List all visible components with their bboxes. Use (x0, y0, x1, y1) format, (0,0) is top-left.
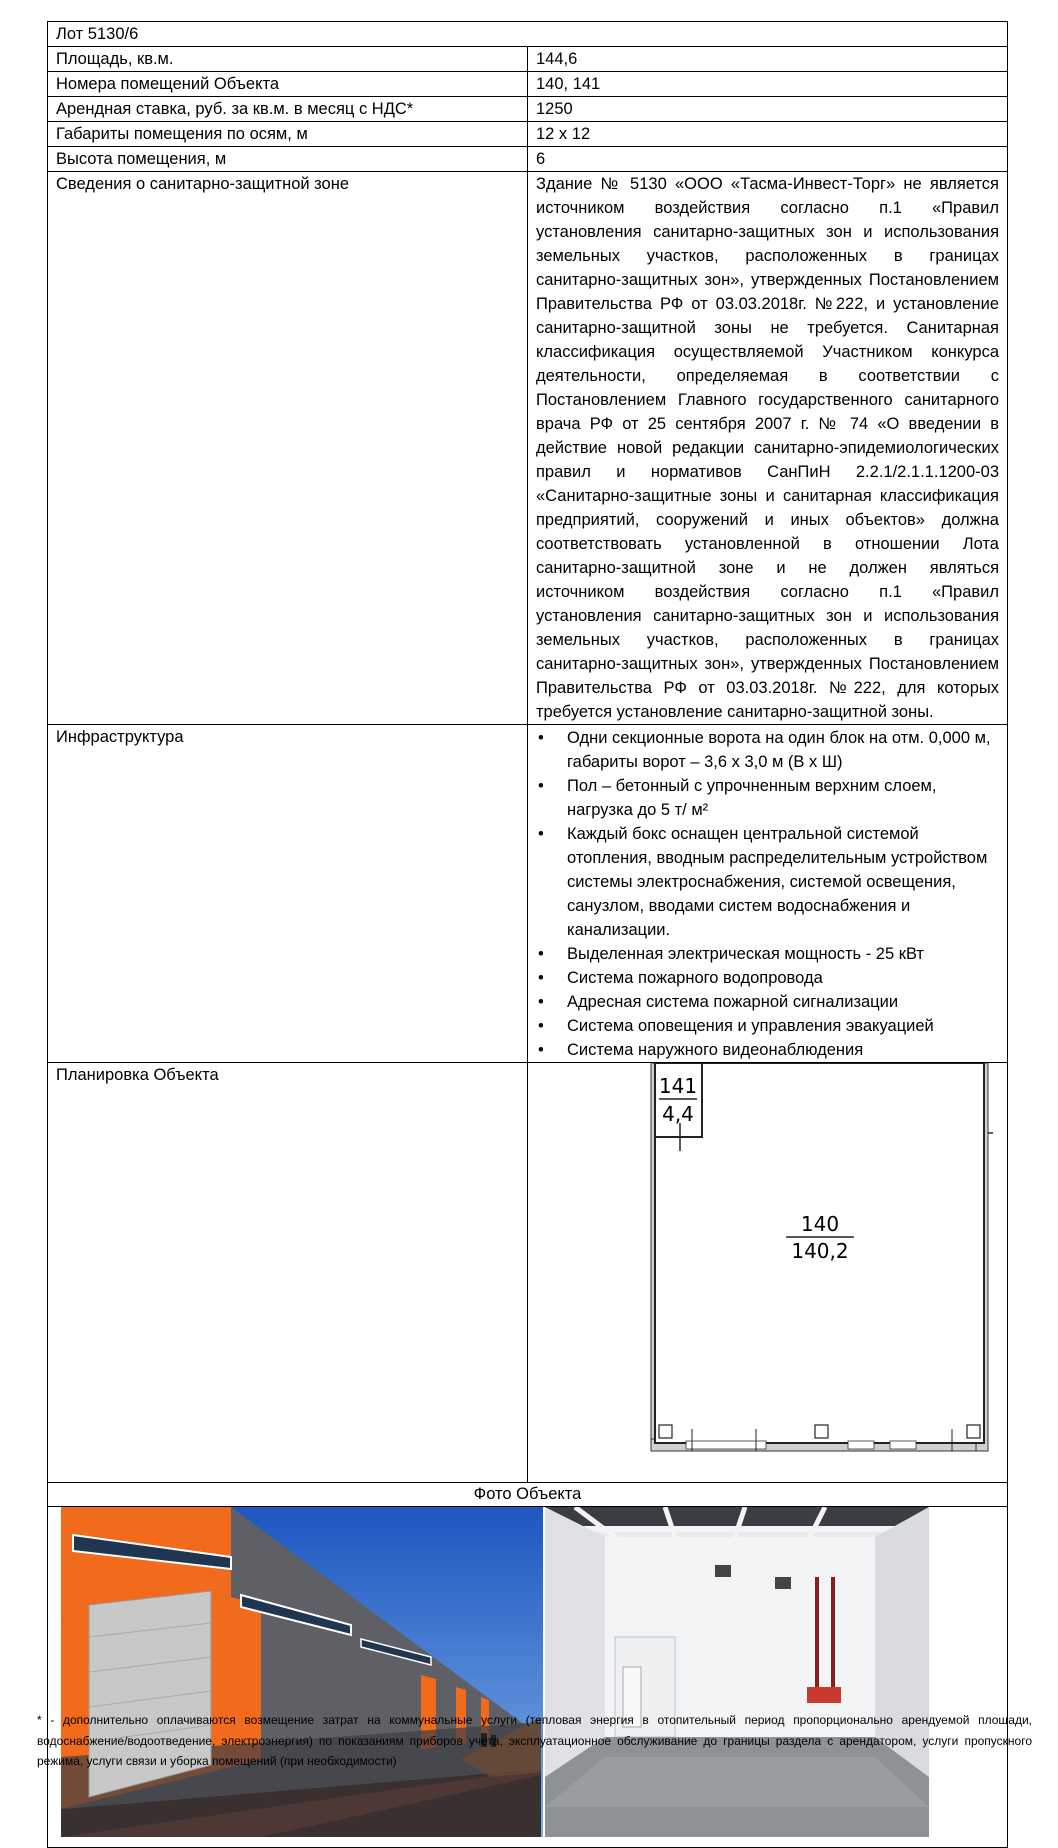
sanitary-zone-row (48, 172, 1008, 725)
dimensions-row (48, 122, 1008, 147)
infrastructure-cell (528, 725, 1008, 1063)
area-row (48, 47, 1008, 72)
room-numbers-value: 140, 141 (528, 72, 1008, 97)
list-item: • Система оповещения и управления эвакуацией (567, 1014, 999, 1038)
list-item: • Выделенная электрическая мощность - 25 кВт (567, 942, 999, 966)
photos-title: Фото Объекта (48, 1483, 1008, 1507)
sanitary-zone-value: Здание № 5130 «ООО «Тасма-Инвест-Торг» не является источником воздействия согласно п.1 «Правил установления санитарно-защитных зон и использования земельных участков, расположенных в границах санитарно-защитных зон», утвержденных Постановлением Правительства РФ от 03.03.2018г. №222, и установление санитарно-защитной зоны не требуется. Санитарная классификация осуществляемой Участником конкурса деятельности, определяемая в соответствии с Постановлением Главного государственного санитарного врача РФ от 25 сентября 2007 г. № 74 «О введении в действие новой редакции санитарно-эпидемиологических правил и нормативов СанПиН 2.2.1/2.1.1.1200-03 «Санитарно-защитные зоны и санитарная классификация предприятий, сооружений и иных объектов» должна соответствовать установленной в отношении Лота санитарно-защитной зоне и не должен являться источником воздействия согласно п.1 «Правил установления санитарно-защитных зон и использования земельных участков, расположенных в границах санитарно-защитных зон», утвержденных Постановлением Правительства РФ от 03.03.2018г. №222, для которых требуется установление санитарно-защитной зоны. (528, 172, 1008, 725)
floor-plan-row (48, 1063, 1008, 1483)
room-141-number: 141 (658, 1074, 698, 1098)
infrastructure-label: Инфраструктура (48, 725, 528, 1063)
lot-row (48, 22, 1008, 47)
area-value: 144,6 (528, 47, 1008, 72)
room-141-area: 4,4 (662, 1102, 694, 1126)
rent-rate-value: 1250 (528, 97, 1008, 122)
infrastructure-list (536, 726, 999, 1062)
list-item: • Одни секционные ворота на один блок на отм. 0,000 м, габариты ворот – 3,6 х 3,0 м (В х Ш) (567, 726, 999, 774)
room-numbers-label: Номера помещений Объекта (48, 72, 528, 97)
rent-rate-label: Арендная ставка, руб. за кв.м. в месяц с НДС* (48, 97, 528, 122)
sanitary-zone-label: Сведения о санитарно-защитной зоне (48, 172, 528, 725)
list-item: • Система наружного видеонаблюдения (567, 1038, 999, 1062)
dimensions-value: 12 х 12 (528, 122, 1008, 147)
room-140-number: 140 (800, 1212, 840, 1236)
lot-title: Лот 5130/6 (48, 22, 1008, 47)
height-value: 6 (528, 147, 1008, 172)
list-item: • Каждый бокс оснащен центральной системой отопления, вводным распределительным устройством системы электроснабжения, системой освещения, санузлом, вводами систем водоснабжения и канализации. (567, 822, 999, 942)
floor-plan-drawing (528, 1063, 1058, 1482)
area-label: Площадь, кв.м. (48, 47, 528, 72)
room-numbers-row (48, 72, 1008, 97)
footnote: * - дополнительно оплачиваются возмещение затрат на коммунальные услуги (тепловая энергия в отопительный период пропорционально арендуемой площади, водоснабжение/водоотведение, электроэнергия) по показаниям приборов учета, эксплуатационное обслуживание до границы раздела с арендатором, услуги пропускного режима, услуги связи и уборка помещений (при необходимости) (37, 1713, 1032, 1768)
floor-plan-cell (528, 1063, 1008, 1483)
room-140-area: 140,2 (791, 1239, 849, 1263)
list-item: • Система пожарного водопровода (567, 966, 999, 990)
rent-rate-row (48, 97, 1008, 122)
infrastructure-row (48, 725, 1008, 1063)
interior-photo (545, 1507, 929, 1837)
list-item: • Адресная система пожарной сигнализации (567, 990, 999, 1014)
lot-info-table (47, 21, 1008, 1848)
height-label: Высота помещения, м (48, 147, 528, 172)
photos-title-row (48, 1483, 1008, 1507)
dimensions-label: Габариты помещения по осям, м (48, 122, 528, 147)
photos-row (48, 1507, 1008, 1848)
height-row (48, 147, 1008, 172)
exterior-photo (61, 1507, 543, 1837)
floor-plan-label: Планировка Объекта (48, 1063, 528, 1483)
list-item: • Пол – бетонный с упрочненным верхним слоем, нагрузка до 5 т/ м² (567, 774, 999, 822)
photos-cell (48, 1507, 1008, 1848)
